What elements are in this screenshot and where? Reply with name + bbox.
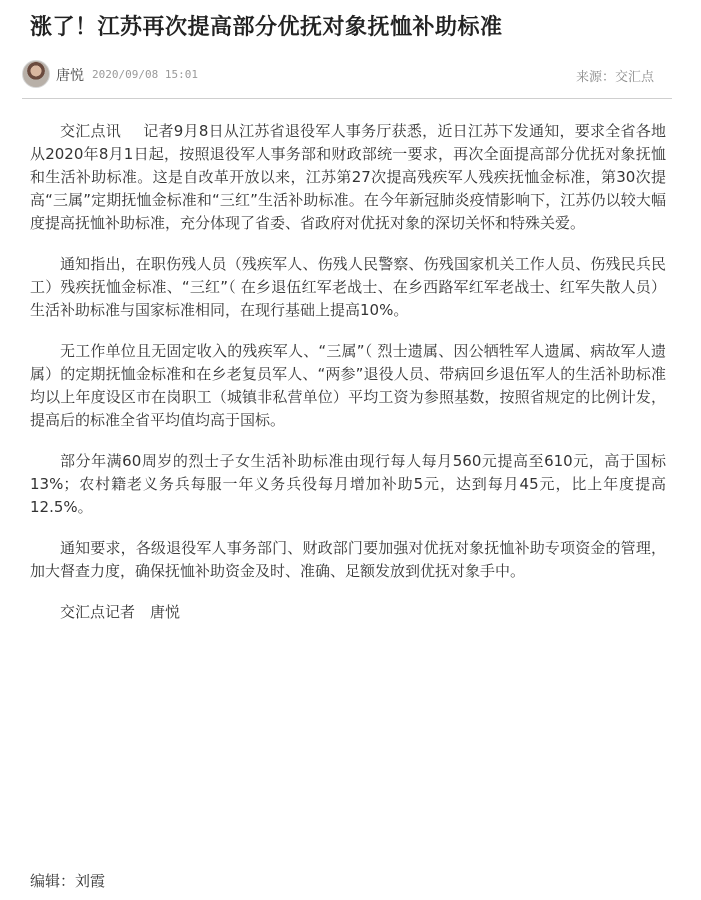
paragraph-5: 通知要求，各级退役军人事务部门、财政部门要加强对优抚对象抚恤补助专项资金的管理，加大督查力度，确保抚恤补助资金及时、准确、足额发放到优抚对象手中。 bbox=[30, 539, 666, 580]
article-source: 来源：交汇点 bbox=[575, 70, 654, 85]
lead-label: 交汇点讯 bbox=[60, 122, 122, 140]
article-title: 涨了！江苏再次提高部分优抚对象抚恤补助标准 bbox=[30, 15, 503, 40]
reporter-signature: 交汇点记者 唐悦 bbox=[60, 603, 181, 621]
editor-credit: 编辑：刘霞 bbox=[30, 872, 106, 890]
paragraph-1-text: 记者9月8日从江苏省退役军人事务厅获悉，近日江苏下发通知，要求全省各地从2020年8月1日起，按照退役军人事务部和财政部统一要求，再次全面提高部分优抚对象抚恤和生活补助标准。这是自改革开放以来，江苏第27次提高残疾军人残疾抚恤金标准，第30次提高“三属”定期抚恤金标准和“三红”生活补助标准。在今年新冠肺炎疫情影响下，江苏仍以较大幅度提高抚恤补助标准，充分体现了省委、省政府对优抚对象的深切关怀和特殊关爱。 bbox=[30, 122, 666, 232]
paragraph-4: 部分年满60周岁的烈士子女生活补助标准由现行每人每月560元提高至610元，高于国标13%；农村籍老义务兵每服一年义务兵役每月增加补助5元，达到每月45元，比上年度提高12.5%。 bbox=[30, 452, 666, 516]
author-avatar[interactable] bbox=[22, 60, 50, 88]
paragraph-3: 无工作单位且无固定收入的残疾军人、“三属”（ 烈士遗属、因公牺牲军人遗属、病故军人遗属）的定期抚恤金标准和在乡老复员军人、“两参”退役人员、带病回乡退伍军人的生活补助标准均以上年度设区市在岗职工（城镇非私营单位）平均工资为参照基数，按照省规定的比例计发，提高后的标准全省平均值均高于国标。 bbox=[30, 342, 666, 429]
author-name[interactable]: 唐悦 bbox=[56, 68, 84, 84]
article-meta bbox=[22, 58, 672, 90]
paragraph-2: 通知指出，在职伤残人员（残疾军人、伤残人民警察、伤残国家机关工作人员、伤残民兵民工）残疾抚恤金标准、“三红”（ 在乡退伍红军老战士、在乡西路军红军老战士、红军失散人员）生活补助标准与国家标准相同，在现行基础上提高10%。 bbox=[30, 255, 666, 319]
article-body bbox=[30, 120, 666, 642]
header-divider bbox=[22, 98, 672, 99]
paragraph-1 bbox=[30, 120, 666, 235]
publish-datetime: 2020/09/08 15:01 bbox=[92, 68, 198, 81]
